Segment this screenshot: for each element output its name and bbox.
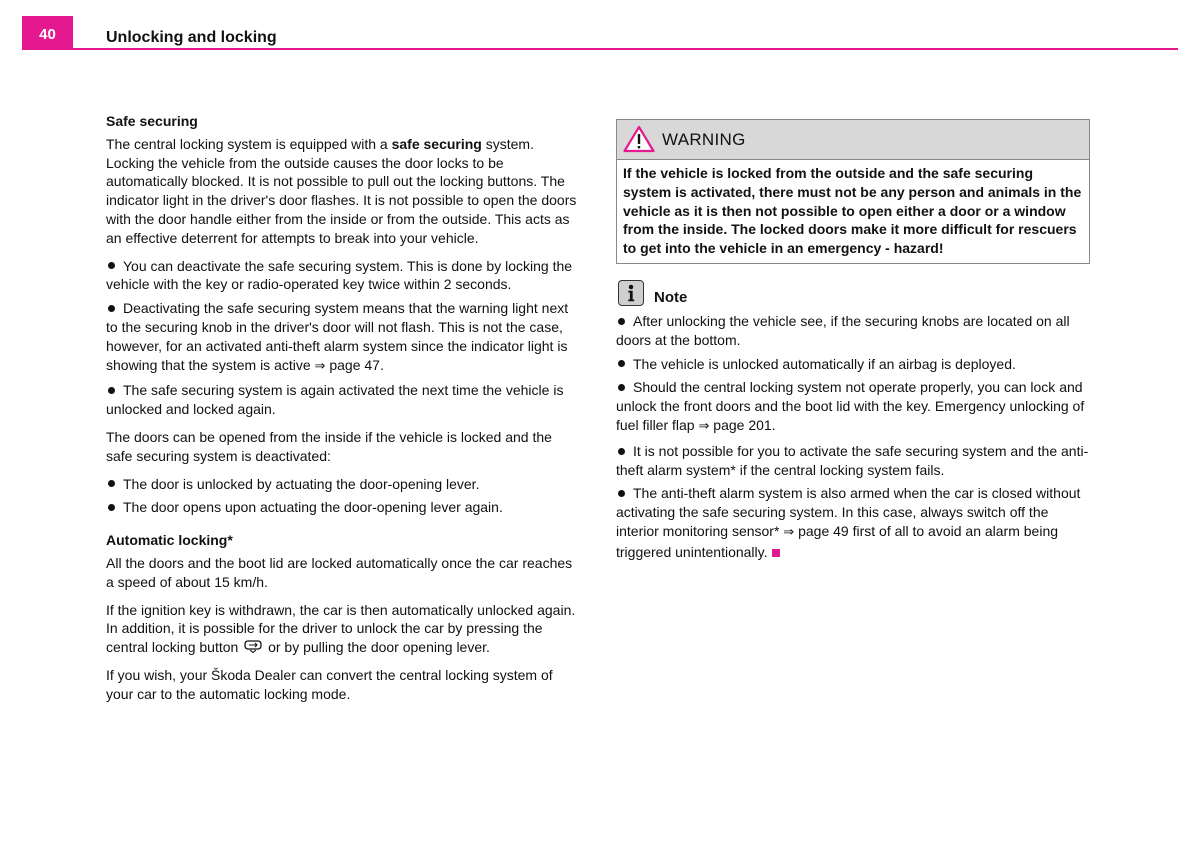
bullet-icon (618, 318, 625, 325)
note-info-icon (618, 280, 644, 306)
bullet-text: The vehicle is unlocked automatically if an airbag is deployed. (633, 355, 1016, 372)
automatic-locking-p3: If you wish, your Škoda Dealer can convert the central locking system of your car to the automatic locking mode. (106, 666, 553, 702)
page-number: 40 (22, 16, 73, 50)
bullet-icon (618, 448, 625, 455)
bullet-text: It is not possible for you to activate the safe securing system and the anti-theft alarm system* if the central locking system fails. (616, 442, 1089, 478)
bullet-text: After unlocking the vehicle see, if the securing knobs are located on all doors at the bottom. (616, 312, 1070, 348)
bullet-text: The door opens upon actuating the door-opening lever again. (123, 499, 503, 516)
bullet-icon (108, 262, 115, 269)
list-item (616, 378, 1090, 436)
page-ref-arrow-icon: ⇒ (698, 418, 710, 434)
note-bullets (616, 312, 1090, 562)
list-item (106, 498, 578, 517)
intro-text-before: The central locking system is equipped with a (106, 135, 392, 152)
bullet-icon (108, 480, 115, 487)
page-reference-link[interactable]: page 47. (329, 356, 384, 373)
bullet-text: You can deactivate the safe securing system. This is done by locking the vehicle with the key or radio-operated key twice within 2 seconds. (106, 257, 573, 293)
automatic-locking-p1: All the doors and the boot lid are locked automatically once the car reaches a speed of about 15 km/h. (106, 554, 573, 590)
list-item (616, 484, 1090, 561)
bullet-icon (618, 490, 625, 497)
warning-body: If the vehicle is locked from the outside and the safe securing system is activated, there must not be any person and animals in the vehicle as it is then not possible to open either a door or a window from the inside. The locked doors make it more difficult for rescuers to get into the vehicle in an emergency - hazard! (623, 165, 1082, 257)
p2-text-before: If the ignition key is withdrawn, the car is then automatically unlocked again. In addition, it is possible for the driver to unlock the car by pressing the central locking button (106, 601, 576, 656)
door-opening-bullets (106, 475, 578, 518)
bullet-icon (108, 387, 115, 394)
page-ref-arrow-icon: ⇒ (783, 524, 795, 540)
page-header (22, 16, 1178, 50)
safe-securing-heading: Safe securing (106, 113, 198, 129)
safe-securing-intro (106, 135, 578, 248)
right-column (616, 119, 1090, 571)
list-item (106, 299, 578, 376)
note-header (616, 278, 1090, 310)
list-item (106, 475, 578, 494)
bullet-icon (618, 384, 625, 391)
list-item (106, 381, 578, 419)
intro-bold-term: safe securing (391, 135, 482, 152)
doors-inside-paragraph: The doors can be opened from the inside if the vehicle is locked and the safe securing system is deactivated: (106, 428, 552, 464)
page-ref-arrow-icon: ⇒ (314, 358, 326, 374)
warning-title: WARNING (662, 130, 746, 149)
page-reference-link[interactable]: page 201. (713, 416, 776, 433)
page-reference-link[interactable]: page 49 first of all to avoid an alarm being triggered unintentionally. (616, 522, 1059, 560)
header-rule (22, 48, 1178, 50)
bullet-icon (108, 305, 115, 312)
bullet-text: The safe securing system is again activated the next time the vehicle is unlocked and locked again. (106, 382, 564, 418)
bullet-icon (108, 504, 115, 511)
bullet-text: Deactivating the safe securing system means that the warning light next to the securing knob in the driver's door will not flash. This is not the case, however, for an activated anti-theft alarm system since the indicator light is showing that the system is active (106, 300, 569, 373)
warning-box (616, 119, 1090, 264)
note-title: Note (654, 288, 688, 306)
bullet-text: The door is unlocked by actuating the door-opening lever. (123, 475, 480, 492)
warning-triangle-icon (623, 125, 655, 153)
list-item (616, 442, 1090, 480)
intro-text-after: system. Locking the vehicle from the outside causes the door locks to be automatically blocked. It is not possible to pull out the locking buttons. The indicator light in the driver's door flashes. It is not possible to open the doors with the door handle either from the inside or from the outside. This acts as an effective deterrent for attempts to break into your vehicle. (106, 135, 577, 246)
p2-text-after: or by pulling the door opening lever. (264, 639, 490, 656)
central-locking-button-icon (244, 640, 262, 653)
left-column (106, 112, 578, 713)
bullet-text: The anti-theft alarm system is also armed when the car is closed without activating the safe securing system. In this case, always switch off the interior monitoring sensor* (616, 485, 1081, 539)
automatic-locking-p2 (106, 601, 578, 657)
safe-securing-bullets (106, 257, 578, 419)
bullet-icon (618, 360, 625, 367)
list-item (106, 257, 578, 295)
page-title: Unlocking and locking (106, 29, 277, 46)
list-item (616, 355, 1090, 374)
automatic-locking-heading: Automatic locking* (106, 532, 233, 549)
list-item (616, 312, 1090, 350)
end-of-section-square-icon (772, 549, 780, 557)
bullet-text: Should the central locking system not operate properly, you can lock and unlock the front doors and the boot lid with the key. Emergency unlocking of fuel filler flap (616, 379, 1085, 433)
warning-header (617, 120, 1089, 160)
